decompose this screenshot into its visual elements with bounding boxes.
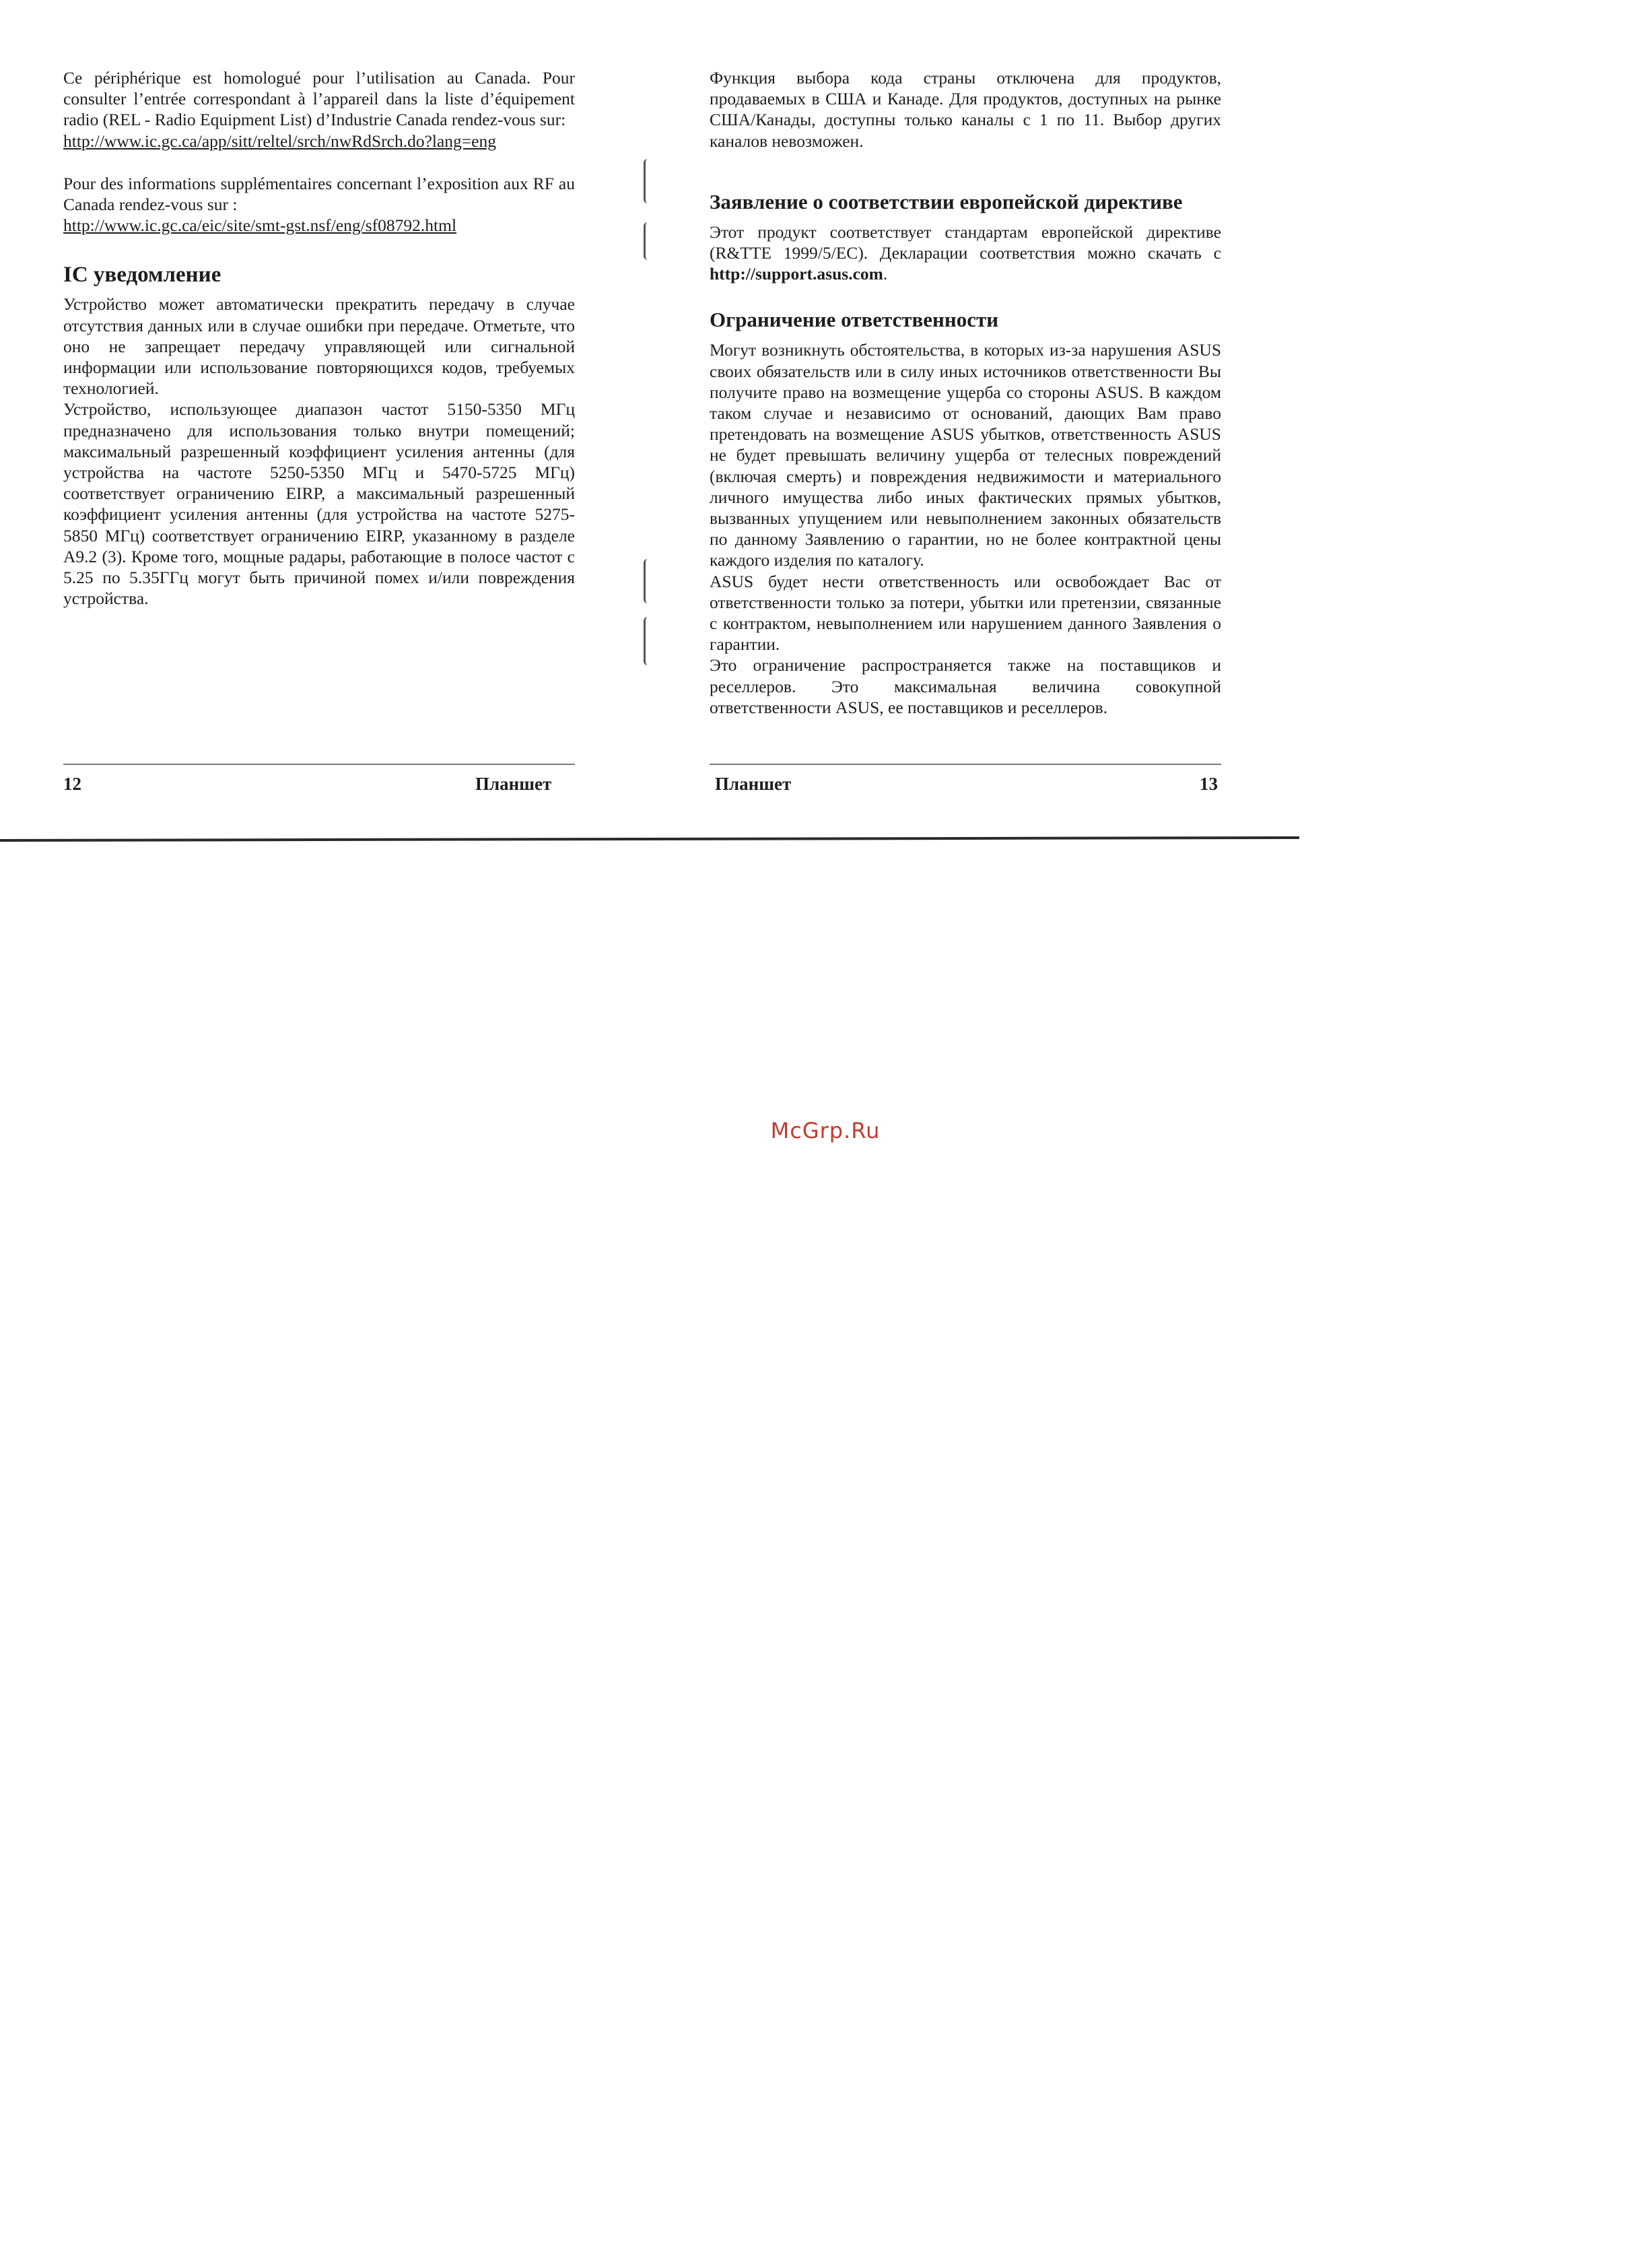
left-page <box>63 67 575 609</box>
canada-rf-link[interactable]: http://www.ic.gc.ca/eic/site/smt-gst.nsf/eng/sf08792.html <box>63 215 457 236</box>
ic-paragraph-2: Устройство, использующее диапазон частот 5150-5350 МГц предназначено для использования только внутри помещений; максимальный разрешенный коэффициент усиления антенны (для устройства на частоте 5250-5350 МГц и 5470-5725 МГц) соответствует ограничению EIRP, а максимальный разрешенный коэффициент усиления антенны (для устройства на частоте 5275-5850 МГц) соответствует ограничению EIRP, указанному в разделе A9.2 (3). Кроме того, мощные радары, работающие в полосе частот с 5.25 по 5.35ГГц могут быть причиной помех и/или повреждения устройства. <box>63 399 575 609</box>
eu-declaration-text: Этот продукт соответствует стандартам европейской директиве (R&TTE 1999/5/EC). Декларации соответствия можно скачать с <box>710 222 1221 263</box>
eu-declaration-paragraph <box>710 222 1221 285</box>
canada-rel-link[interactable]: http://www.ic.gc.ca/app/sitt/reltel/srch/nwRdSrch.do?lang=eng <box>63 131 496 151</box>
ic-notice-heading: IC уведомление <box>63 263 221 288</box>
ic-paragraph-1: Устройство может автоматически прекратить передачу в случае отсутствия данных или в случае ошибки при передаче. Отметьте, что оно не запрещает передачу управляющей или сигнальной информации или использование повторяющихся кодов, требуемых технологией. <box>63 294 575 399</box>
eu-declaration-end: . <box>883 264 888 284</box>
staple-mark-lower-2 <box>644 617 652 665</box>
eu-declaration-heading: Заявление о соответствии европейской директиве <box>710 189 1183 213</box>
liability-paragraph-1: Могут возникнуть обстоятельства, в которых из-за нарушения ASUS своих обязательств или в силу иных источников ответственности Вы получите право на возмещение ущерба со стороны ASUS. В каждом таком случае и независимо от оснований, дающих Вам право претендовать на возмещение ASUS убытков, ответственность ASUS не будет превышать величину ущерба от телесных повреждений (включая смерть) и повреждения недвижимости и материального личного имущества либо иных фактических прямых убытков, вызванных упущением или невыполнением законных обязательств по данному Заявлению о гарантии, но не более контрактной цены каждого изделия по каталогу. <box>710 340 1221 570</box>
canada-paragraph-1: Ce périphérique est homologué pour l’utilisation au Canada. Pour consulter l’entrée correspondant à l’appareil dans la liste d’équipement radio (REL - Radio Equipment List) d’Industrie Canada rendez-vous sur: <box>63 68 575 130</box>
document-spread <box>0 0 1299 842</box>
canada-paragraph-2: Pour des informations supplémentaires concernant l’exposition aux RF au Canada rendez-vous sur : <box>63 173 575 215</box>
right-running-title: Планшет <box>715 774 792 794</box>
right-footer-rule <box>710 764 1221 765</box>
liability-heading: Ограничение ответственности <box>710 308 999 332</box>
watermark-text: McGrp.Ru <box>770 1118 881 1143</box>
left-running-title: Планшет <box>475 774 552 794</box>
right-page-number: 13 <box>1200 774 1218 794</box>
country-code-paragraph: Функция выбора кода страны отключена для продуктов, продаваемых в США и Канаде. Для продуктов, доступных на рынке США/Канады, доступны только каналы с 1 по 11. Выбор других каналов невозможен. <box>710 68 1221 151</box>
staple-mark-lower-1 <box>644 559 652 603</box>
left-footer-rule <box>63 764 575 765</box>
staple-mark-upper-1 <box>644 159 652 203</box>
liability-paragraph-2: ASUS будет нести ответственность или освобождает Вас от ответственности только за потери, убытки или претензии, связанные с контрактом, невыполнением или нарушением данного Заявления о гарантии. <box>710 571 1221 655</box>
spread-bottom-edge <box>0 836 1299 842</box>
left-page-number: 12 <box>63 774 81 794</box>
asus-support-link[interactable]: http://support.asus.com <box>710 264 883 284</box>
liability-paragraph-3: Это ограничение распространяется также на поставщиков и реселлеров. Это максимальная величина совокупной ответственности ASUS, ее поставщиков и реселлеров. <box>710 655 1221 717</box>
right-page <box>710 67 1221 718</box>
staple-mark-upper-2 <box>644 222 652 260</box>
